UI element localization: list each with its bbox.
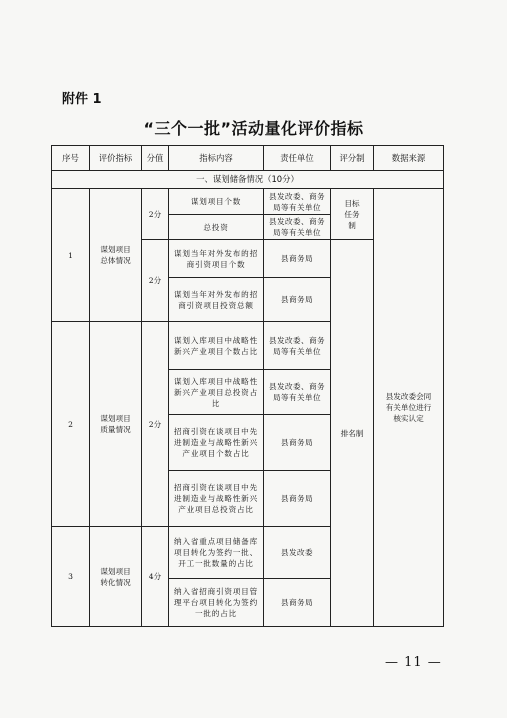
unit-cell: 县发改委、商务局等有关单位 — [264, 322, 331, 370]
header-cell: 评分制 — [331, 146, 374, 171]
header-cell: 数据来源 — [374, 146, 444, 171]
row-number: 3 — [52, 527, 90, 627]
header-cell: 指标内容 — [169, 146, 264, 171]
scoring-cell: 排名制 — [331, 240, 374, 627]
scoring-cell: 目标任务制 — [331, 189, 374, 240]
unit-cell: 县商务局 — [264, 415, 331, 471]
table-header-row — [52, 146, 444, 171]
header-cell: 序号 — [52, 146, 90, 171]
content-cell: 总投资 — [169, 215, 264, 240]
table-row — [52, 189, 444, 215]
evaluation-table — [51, 145, 444, 627]
row-number: 2 — [52, 322, 90, 527]
unit-cell: 县商务局 — [264, 240, 331, 278]
unit-cell: 县发改委、商务局等有关单位 — [264, 189, 331, 215]
header-cell: 评价指标 — [90, 146, 142, 171]
row-number: 1 — [52, 189, 90, 322]
score-cell: 2分 — [142, 240, 169, 322]
content-cell: 谋划当年对外发布的招商引资项目个数 — [169, 240, 264, 278]
content-cell: 纳入省重点项目储备库项目转化为签约一批、开工一批数量的占比 — [169, 527, 264, 579]
unit-cell: 县发改委 — [264, 527, 331, 579]
section-row — [52, 171, 444, 189]
indicator-cell: 谋划项目质量情况 — [90, 322, 142, 527]
indicator-cell: 谋划项目总体情况 — [90, 189, 142, 322]
content-cell: 招商引资在谈项目中先进制造业与战略性新兴产业项目个数占比 — [169, 415, 264, 471]
page-title: “三个一批”活动量化评价指标 — [143, 119, 364, 138]
unit-cell: 县发改委、商务局等有关单位 — [264, 215, 331, 240]
content-cell: 谋划入库项目中战略性新兴产业项目个数占比 — [169, 322, 264, 370]
content-cell: 招商引资在谈项目中先进制造业与战略性新兴产业项目总投资占比 — [169, 471, 264, 527]
unit-cell: 县发改委、商务局等有关单位 — [264, 370, 331, 415]
content-cell: 纳入省招商引资项目管理平台项目转化为签约一批的占比 — [169, 579, 264, 627]
score-cell: 2分 — [142, 189, 169, 240]
section-heading: 一、谋划储备情况（10分） — [52, 171, 444, 189]
indicator-cell: 谋划项目转化情况 — [90, 527, 142, 627]
unit-cell: 县商务局 — [264, 579, 331, 627]
content-cell: 谋划当年对外发布的招商引资项目投资总额 — [169, 278, 264, 322]
data-source-cell: 县发改委会同有关单位进行核实认定 — [374, 189, 444, 627]
unit-cell: 县商务局 — [264, 471, 331, 527]
content-cell: 谋划入库项目中战略性新兴产业项目总投资占比 — [169, 370, 264, 415]
header-cell: 分值 — [142, 146, 169, 171]
score-cell: 4分 — [142, 527, 169, 627]
header-cell: 责任单位 — [264, 146, 331, 171]
attachment-label: 附件 1 — [62, 92, 102, 107]
content-cell: 谋划项目个数 — [169, 189, 264, 215]
page-number: — 11 — — [385, 655, 442, 670]
unit-cell: 县商务局 — [264, 278, 331, 322]
score-cell: 2分 — [142, 322, 169, 527]
